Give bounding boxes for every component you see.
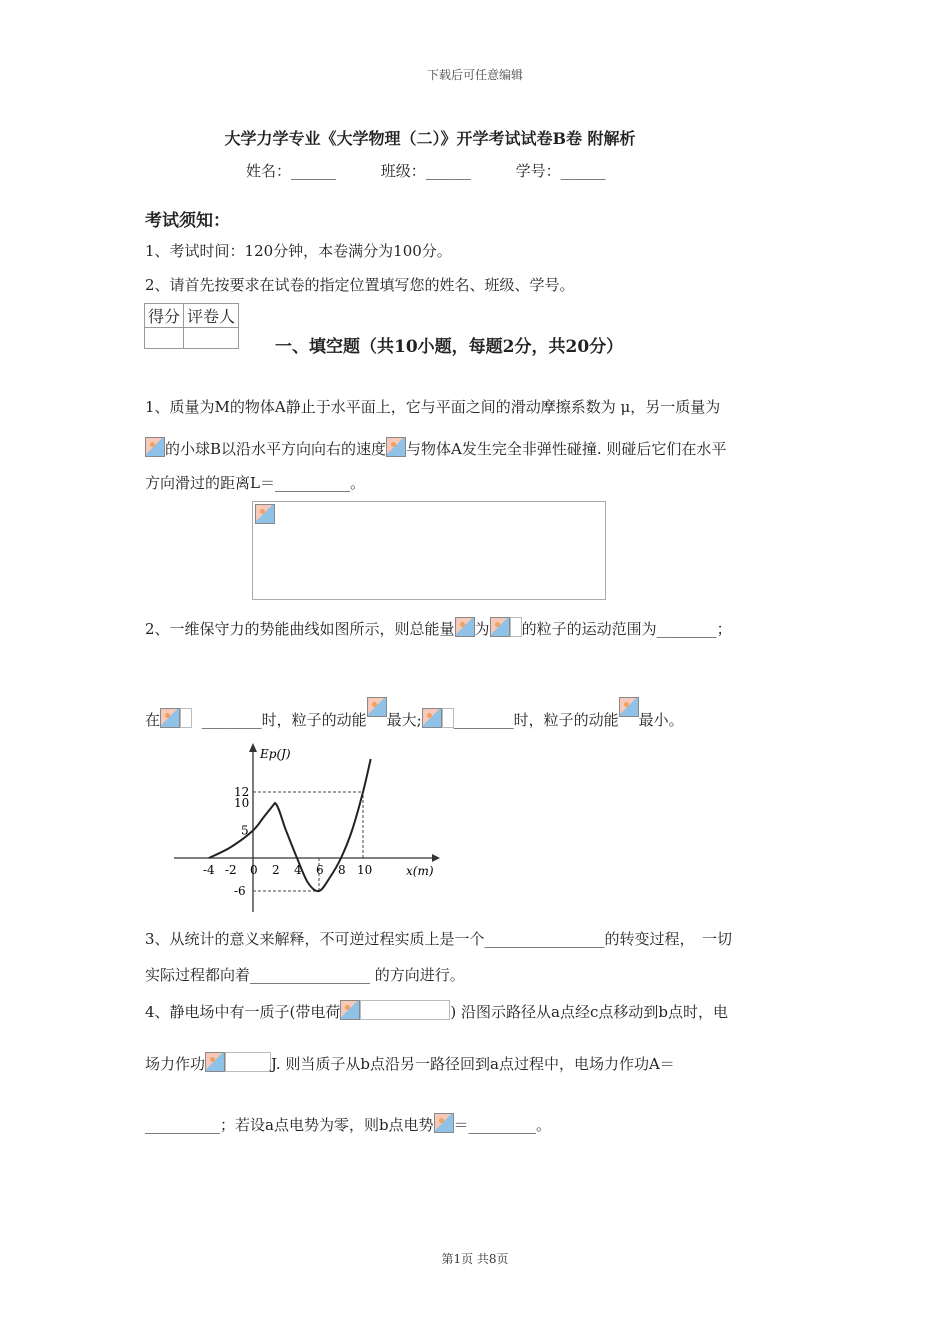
image-placeholder-box <box>510 617 522 637</box>
broken-image-icon <box>340 1000 360 1020</box>
x-tick-label: -4 <box>203 863 215 877</box>
notice-rule-2: 2、请首先按要求在试卷的指定位置填写您的姓名、班级、学号。 <box>145 276 575 294</box>
q4-line-2 <box>145 1052 675 1074</box>
q1-figure-frame <box>252 501 606 600</box>
student-info-fields <box>246 160 646 181</box>
x-axis-label: x(m) <box>406 864 434 878</box>
broken-image-icon <box>205 1052 225 1072</box>
x-tick-label: 6 <box>316 863 324 877</box>
broken-image-icon <box>255 504 275 524</box>
class-field[interactable] <box>381 160 471 181</box>
notice-rule-1: 1、考试时间：120分钟，本卷满分为100分。 <box>145 242 452 260</box>
x-tick-label: 10 <box>357 863 373 877</box>
notice-heading: 考试须知： <box>145 211 230 231</box>
y-tick-labels <box>234 785 249 898</box>
image-placeholder-box <box>180 708 192 728</box>
potential-energy-graph <box>170 740 450 915</box>
score-header: 得分 <box>145 304 184 328</box>
x-tick-label: 8 <box>338 863 346 877</box>
y-tick-label: -6 <box>234 884 246 898</box>
score-table <box>144 303 239 349</box>
class-blank: ______ <box>425 162 471 180</box>
x-tick-label: 0 <box>250 863 258 877</box>
q4-text-f: ＝_________。 <box>453 1116 552 1134</box>
section-title: 一、填空题（共10小题，每题2分，共20分） <box>275 337 624 357</box>
y-axis-arrow-icon <box>249 743 257 752</box>
x-tick-label: 4 <box>294 863 302 877</box>
q3-line-2: 实际过程都向着________________ 的方向进行。 <box>145 966 465 984</box>
image-placeholder-box <box>442 708 454 728</box>
q2-text-a: 2、一维保守力的势能曲线如图所示，则总能量 <box>145 620 455 638</box>
q2-line-2 <box>145 697 684 730</box>
broken-image-icon <box>422 708 442 728</box>
header-note: 下载后可任意编辑 <box>426 68 523 82</box>
broken-image-icon <box>455 617 475 637</box>
name-field[interactable] <box>246 160 336 181</box>
q1-line-3: 方向滑过的距离L＝__________。 <box>145 474 365 492</box>
broken-image-icon <box>160 708 180 728</box>
q1-line-1: 1、质量为M的物体A静止于水平面上，它与平面之间的滑动摩擦系数为 μ，另一质量为 <box>145 398 721 416</box>
q1-text-b: 与物体A发生完全非弹性碰撞. 则碰后它们在水平 <box>406 440 727 458</box>
student-id-blank: ______ <box>560 162 606 180</box>
q4-text-d: J. 则当质子从b点沿另一路径回到a点过程中，电场力作功A＝ <box>271 1055 675 1073</box>
x-axis-arrow-icon <box>432 854 440 862</box>
exam-title: 大学力学专业《大学物理（二）》开学考试试卷B卷 附解析 <box>224 129 636 148</box>
page-footer: 第1页 共8页 <box>441 1252 509 1266</box>
image-placeholder-box <box>225 1052 271 1072</box>
student-id-field[interactable] <box>516 160 606 181</box>
grader-cell[interactable] <box>184 328 239 349</box>
q2-line-1 <box>145 617 732 639</box>
q4-line-3 <box>145 1113 551 1135</box>
x-tick-label: -2 <box>225 863 237 877</box>
y-tick-label: 10 <box>234 796 250 810</box>
broken-image-icon <box>386 437 406 457</box>
q4-text-a: 4、静电场中有一质子(带电荷 <box>145 1003 341 1021</box>
broken-image-icon <box>145 437 165 457</box>
y-tick-label: 12 <box>234 785 250 799</box>
q2-text-b: 为 <box>474 620 490 638</box>
q4-text-e: __________；若设a点电势为零，则b点电势 <box>145 1116 434 1134</box>
q2-text-d: 在 <box>145 711 161 729</box>
broken-image-icon <box>434 1113 454 1133</box>
q1-text-a: 的小球B以沿水平方向向右的速度 <box>165 440 387 458</box>
y-axis-label: Ep(J) <box>260 747 291 761</box>
q4-line-1 <box>145 1000 728 1022</box>
q2-text-e: ________时，粒子的动能 <box>201 711 367 729</box>
broken-image-icon <box>367 697 387 717</box>
student-id-label: 学号： <box>515 162 561 180</box>
image-placeholder-box <box>360 1000 450 1020</box>
q1-line-2 <box>145 437 726 459</box>
q2-text-g: ________时，粒子的动能 <box>453 711 619 729</box>
q2-text-h: 最小。 <box>638 711 684 729</box>
q2-text-f: 最大; <box>386 711 422 729</box>
q4-text-b: ) 沿图示路径从a点经c点移动到b点时，电 <box>450 1003 728 1021</box>
q3-line-1: 3、从统计的意义来解释，不可逆过程实质上是一个________________的转变过程， 一切 <box>145 930 733 948</box>
broken-image-icon <box>490 617 510 637</box>
x-tick-labels <box>203 863 372 877</box>
q4-text-c: 场力作功 <box>145 1055 206 1073</box>
guide-lines <box>253 792 363 891</box>
name-label: 姓名： <box>246 162 292 180</box>
q2-text-c: 的粒子的运动范围为________； <box>521 620 732 638</box>
name-blank: ______ <box>291 162 337 180</box>
x-tick-label: 2 <box>272 863 280 877</box>
class-label: 班级： <box>380 162 426 180</box>
broken-image-icon <box>619 697 639 717</box>
grader-header: 评卷人 <box>184 304 239 328</box>
y-tick-label: 5 <box>241 823 249 838</box>
score-cell[interactable] <box>145 328 184 349</box>
